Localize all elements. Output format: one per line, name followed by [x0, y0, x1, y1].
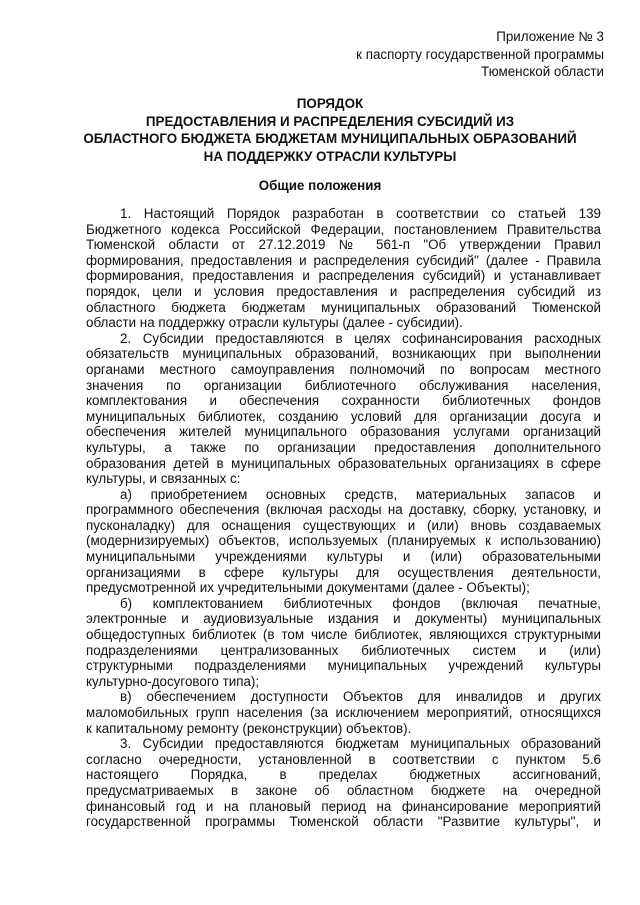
body-text-line: маломобильных групп населения (за исключением мероприятий, относящихся	[86, 705, 601, 720]
section-heading: Общие положения	[258, 178, 382, 193]
body-text-line: государственной программы Тюменской области "Развитие культуры", и	[86, 814, 601, 830]
body-text-line: порядок, цели и условия предоставления и распределения субсидий из	[86, 283, 601, 299]
body-text-line: обязательств муниципальных образований, возникающих при выполнении	[86, 346, 601, 362]
body-text-line: подразделениями централизованных библиотечных систем и (или)	[86, 642, 601, 658]
body-text-line: областного бюджета бюджетам муниципальных образований Тюменской	[86, 299, 601, 315]
body-text-line: финансовый год и на плановый период на финансирование мероприятий	[86, 798, 601, 814]
body-text-line: электронные и аудиовизуальные издания и документы) муниципальных	[86, 611, 601, 627]
body-text-line: 3. Субсидии предоставляются бюджетам муниципальных образований	[120, 736, 601, 752]
appendix-line: Приложение № 3	[496, 29, 604, 44]
title-line: ПРЕДОСТАВЛЕНИЯ И РАСПРЕДЕЛЕНИЯ СУБСИДИЙ ИЗ	[145, 113, 515, 129]
title-line: ОБЛАСТНОГО БЮДЖЕТА БЮДЖЕТАМ МУНИЦИПАЛЬНЫХ ОБРАЗОВАНИЙ	[83, 131, 577, 146]
body-text-line: обеспечения жителей муниципального образования услугами организаций	[86, 424, 601, 440]
body-text-line: формирования, предоставления и распределения субсидий) и устанавливает	[86, 268, 601, 284]
body-text-line: 1. Настоящий Порядок разработан в соответствии со статьей 139	[120, 206, 601, 221]
body-text-line: организациями в сфере культуры для осуществления деятельности,	[86, 564, 601, 580]
body-text-line: культуры, а также по организации предоставления дополнительного	[86, 439, 601, 455]
body-text-line: области на поддержку отрасли культуры (далее - субсидии).	[86, 315, 463, 331]
appendix-line: Тюменской области	[481, 64, 604, 79]
body-text-line: муниципальными учреждениями культуры и (или) образовательными	[86, 549, 601, 565]
body-text-line: органами местного самоуправления полномочий по вопросам местного	[86, 361, 601, 377]
body-text-line: а) приобретением основных средств, материальных запасов и	[120, 486, 601, 502]
body-text-line: (модернизируемых) объектов, используемых (планируемых к использованию)	[86, 533, 601, 549]
body-text-line: к капитальному ремонту (реконструкции) объектов).	[86, 720, 412, 736]
document-title	[80, 95, 580, 165]
body-text-line: настоящего Порядка, в пределах бюджетных ассигнований,	[86, 767, 601, 783]
appendix-header	[356, 28, 604, 81]
appendix-line: к паспорту государственной программы	[356, 46, 604, 62]
body-text-line: в) обеспечением доступности Объектов для инвалидов и других	[120, 689, 601, 705]
body-text-line: 2. Субсидии предоставляются в целях софинансирования расходных	[120, 330, 601, 346]
body-text-line: Тюменской области от 27.12.2019 № 561-п "Об утверждении Правил	[86, 237, 601, 253]
document-body	[86, 206, 601, 830]
body-text-line: комплектования и обеспечения сохранности библиотечных фондов	[86, 393, 601, 409]
body-text-line: предусмотренной их учредительными документами (далее - Объекты);	[86, 580, 530, 596]
body-text-line: общедоступных библиотек (в том числе библиотек, являющихся структурными	[86, 627, 601, 643]
body-text-line: муниципальных библиотек, созданию условий для организации досуга и	[86, 408, 601, 424]
body-text-line: культуры, и связанных с:	[86, 471, 241, 487]
body-text-line: структурными подразделениями муниципальных учреждений культуры	[86, 658, 601, 674]
title-line: НА ПОДДЕРЖКУ ОТРАСЛИ КУЛЬТУРЫ	[203, 148, 457, 164]
title-line: ПОРЯДОК	[296, 96, 364, 111]
body-text-line: б) комплектованием библиотечных фондов (включая печатные,	[120, 595, 601, 611]
body-text-line: культурно-досугового типа);	[86, 673, 260, 689]
body-text-line: образования детей в муниципальных образовательных организациях в сфере	[86, 455, 601, 471]
body-text-line: программного обеспечения (включая расходы на доставку, сборку, установку, и	[86, 502, 601, 518]
body-text-line: Бюджетного кодекса Российской Федерации, постановлением Правительства	[86, 221, 601, 237]
body-text-line: значения по организации библиотечного обслуживания населения,	[86, 377, 601, 393]
body-text-line: пусконаладку) для оснащения существующих и (или) вновь создаваемых	[86, 517, 601, 533]
body-text-line: формирования, предоставления и распределения субсидий" (далее - Правила	[86, 252, 601, 268]
body-text-line: предусматриваемых в законе об областном бюджете на очередной	[86, 782, 601, 798]
body-text-line: согласно очередности, установленной в соответствии с пунктом 5.6	[86, 751, 601, 767]
